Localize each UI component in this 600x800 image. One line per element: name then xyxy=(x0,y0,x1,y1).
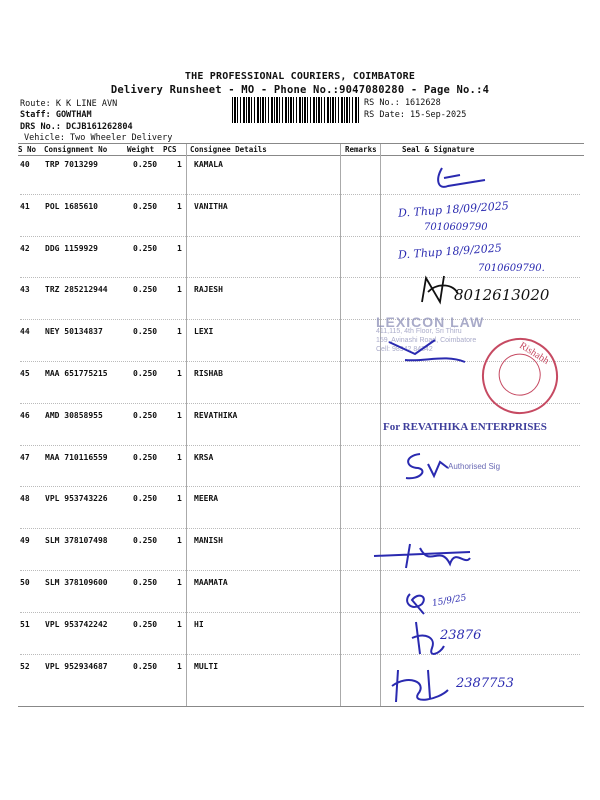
row-consignment-no: AMD 30858955 xyxy=(45,411,103,420)
row-sno: 45 xyxy=(20,369,30,378)
row-consignee: KRSA xyxy=(194,453,214,462)
row-separator xyxy=(20,236,580,237)
row-weight: 0.250 xyxy=(133,536,158,545)
row-pcs: 1 xyxy=(177,244,182,253)
row-consignment-no: SLM 378107498 xyxy=(45,536,108,545)
col-weight-header: Weight xyxy=(127,145,155,154)
row-separator xyxy=(20,612,580,613)
table-row xyxy=(0,578,600,598)
row-consignment-no: SLM 378109600 xyxy=(45,578,108,587)
col-pcs-header: PCS xyxy=(163,145,177,154)
bottom-line xyxy=(18,706,584,707)
red-seal-stamp: Rishabh xyxy=(468,324,573,429)
row-consignee: RAJESH xyxy=(194,285,223,294)
row-weight: 0.250 xyxy=(133,453,158,462)
runsheet-subtitle: Delivery Runsheet - MO - Phone No.:9047080280 - Page No.:4 xyxy=(110,84,490,96)
row-weight: 0.250 xyxy=(133,202,158,211)
table-row xyxy=(0,202,600,222)
barcode xyxy=(232,97,360,123)
row-consignee: MAAMATA xyxy=(194,578,228,587)
col-consignment-header: Consignment No xyxy=(44,145,108,154)
signature-row-50 xyxy=(402,588,432,618)
row-pcs: 1 xyxy=(177,327,182,336)
vehicle-label: Vehicle: Two Wheeler Delivery xyxy=(24,133,173,143)
row-consignment-no: DDG 1159929 xyxy=(45,244,98,253)
row-sno: 43 xyxy=(20,285,30,294)
row-weight: 0.250 xyxy=(133,620,158,629)
row-pcs: 1 xyxy=(177,453,182,462)
col-seal-header: Seal & Signature xyxy=(402,145,475,154)
row-consignment-no: MAA 710116559 xyxy=(45,453,108,462)
signature-row-49 xyxy=(370,538,480,572)
handwritten-phone-row-43: 8012613020 xyxy=(454,286,550,304)
row-separator xyxy=(20,486,580,487)
row-consignee: KAMALA xyxy=(194,160,223,169)
handwritten-date-row-41: D. Thup 18/09/2025 xyxy=(397,199,510,220)
row-consignee: MULTI xyxy=(194,662,219,671)
row-sno: 44 xyxy=(20,327,30,336)
col-sno-header: S No xyxy=(18,145,37,154)
col-remarks-header: Remarks xyxy=(345,145,377,154)
row-sno: 52 xyxy=(20,662,30,671)
row-consignee: HI xyxy=(194,620,204,629)
row-sno: 51 xyxy=(20,620,30,629)
route-label: Route: K K LINE AVN xyxy=(20,99,118,109)
row-separator xyxy=(20,445,580,446)
row-consignee: LEXI xyxy=(194,327,214,336)
table-row xyxy=(0,536,600,556)
rs-date-label: RS Date: 15-Sep-2025 xyxy=(364,110,467,120)
row-sno: 40 xyxy=(20,160,30,169)
row-consignment-no: NEY 50134837 xyxy=(45,327,103,336)
row-weight: 0.250 xyxy=(133,578,158,587)
signature-row-44 xyxy=(385,332,475,372)
row-weight: 0.250 xyxy=(133,285,158,294)
signature-row-40 xyxy=(430,160,500,195)
row-consignee: RISHAB xyxy=(194,369,223,378)
staff-label: Staff: GOWTHAM xyxy=(20,110,92,120)
row-separator xyxy=(20,277,580,278)
row-weight: 0.250 xyxy=(133,244,158,253)
row-separator xyxy=(20,528,580,529)
row-sno: 48 xyxy=(20,494,30,503)
row-pcs: 1 xyxy=(177,160,182,169)
table-row xyxy=(0,453,600,473)
handwritten-date-row-42: D. Thup 18/9/2025 xyxy=(397,241,503,262)
row-sno: 42 xyxy=(20,244,30,253)
row-sno: 47 xyxy=(20,453,30,462)
table-row xyxy=(0,620,600,640)
row-consignee: REVATHIKA xyxy=(194,411,238,420)
row-consignment-no: TRP 7013299 xyxy=(45,160,98,169)
row-consignment-no: VPL 953743226 xyxy=(45,494,108,503)
col-consignee-header: Consignee Details xyxy=(190,145,267,154)
row-consignment-no: VPL 953742242 xyxy=(45,620,108,629)
row-weight: 0.250 xyxy=(133,160,158,169)
row-consignment-no: POL 1685610 xyxy=(45,202,98,211)
row-weight: 0.250 xyxy=(133,369,158,378)
company-title: THE PROFESSIONAL COURIERS, COIMBATORE xyxy=(184,71,416,82)
row-pcs: 1 xyxy=(177,578,182,587)
row-pcs: 1 xyxy=(177,536,182,545)
drs-label: DRS No.: DCJB161262804 xyxy=(20,122,133,132)
table-row xyxy=(0,244,600,264)
row-sno: 46 xyxy=(20,411,30,420)
row-consignee: MANISH xyxy=(194,536,223,545)
row-consignment-no: TRZ 285212944 xyxy=(45,285,108,294)
handwritten-date-row-50: 15/9/25 xyxy=(431,593,468,609)
table-row xyxy=(0,160,600,180)
row-weight: 0.250 xyxy=(133,494,158,503)
row-sno: 49 xyxy=(20,536,30,545)
seal-stamp-box: LEXICON LAW 411,115, 4th Floor, Sri Thiru 159, Avinashi Road, Coimbatore Cell: 98942 84342 xyxy=(376,314,485,353)
handwritten-number-row-52: 2387753 xyxy=(456,676,514,691)
row-consignee: VANITHA xyxy=(194,202,228,211)
row-sno: 50 xyxy=(20,578,30,587)
row-pcs: 1 xyxy=(177,369,182,378)
row-pcs: 1 xyxy=(177,494,182,503)
row-pcs: 1 xyxy=(177,620,182,629)
row-pcs: 1 xyxy=(177,285,182,294)
row-weight: 0.250 xyxy=(133,662,158,671)
enterprise-stamp: For REVATHIKA ENTERPRISES xyxy=(383,421,547,433)
row-pcs: 1 xyxy=(177,662,182,671)
row-pcs: 1 xyxy=(177,202,182,211)
row-weight: 0.250 xyxy=(133,327,158,336)
handwritten-phone-row-42: 7010609790. xyxy=(478,263,545,274)
row-consignment-no: MAA 651775215 xyxy=(45,369,108,378)
row-sno: 41 xyxy=(20,202,30,211)
row-separator xyxy=(20,654,580,655)
rs-no-label: RS No.: 1612628 xyxy=(364,98,441,108)
row-pcs: 1 xyxy=(177,411,182,420)
table-row xyxy=(0,494,600,514)
row-consignment-no: VPL 952934687 xyxy=(45,662,108,671)
row-consignee: MEERA xyxy=(194,494,219,503)
row-weight: 0.250 xyxy=(133,411,158,420)
header-bottom-line xyxy=(18,155,584,156)
handwritten-phone-row-41: 7010609790 xyxy=(424,222,488,233)
header-top-line xyxy=(18,143,584,144)
handwritten-number-row-51: 23876 xyxy=(440,628,482,643)
signature-row-52 xyxy=(388,664,458,706)
row-separator xyxy=(20,570,580,571)
authorised-signatory-text: Authorised Sig xyxy=(448,462,501,471)
